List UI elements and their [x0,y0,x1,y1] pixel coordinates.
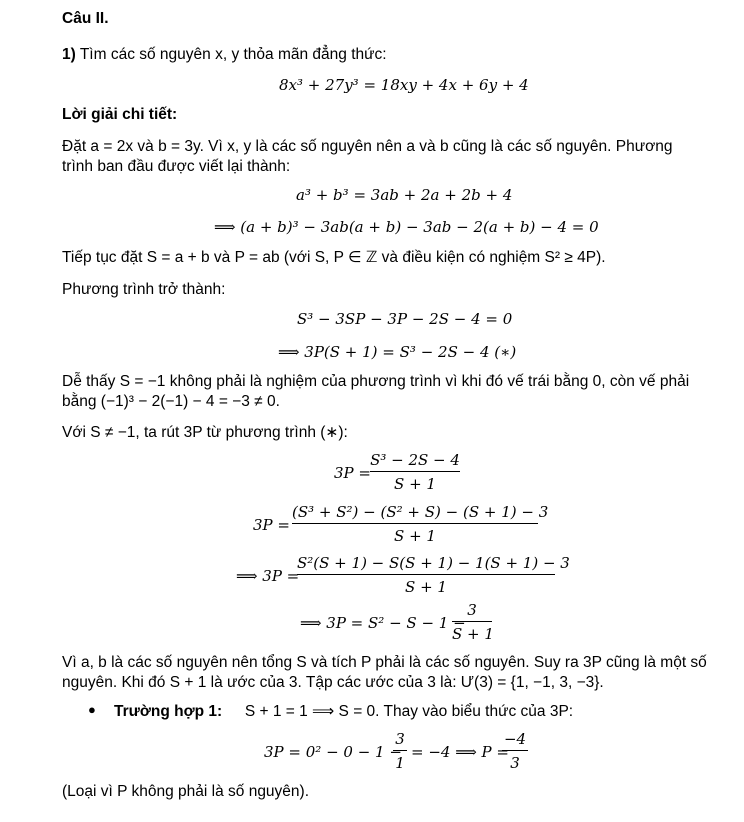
para5: Với S ≠ −1, ta rút 3P từ phương trình (∗): [62,424,348,441]
bullet-icon: ● [88,702,96,717]
frac2-denominator: S + 1 [394,527,436,545]
case1-text: S + 1 = 1 ⟹ S = 0. Thay vào biểu thức của 3P: [244,703,574,720]
frac4-lhs: ⟹ 3P = S² − S − 1 − [300,614,466,632]
equation-a: a³ + b³ = 3ab + 2a + 2b + 4 [296,186,513,204]
equation-d: ⟹ 3P(S + 1) = S³ − 2S − 4 (∗) [278,343,517,361]
frac5-mid: = −4 ⟹ P = [411,743,509,761]
frac4-numerator: 3 [467,601,477,619]
para6-line2: nguyên. Khi đó S + 1 là ước của 3. Tập các ước của 3 là: Ư(3) = {1, −1, 3, −3}. [62,674,604,691]
para4-line1: Dễ thấy S = −1 không phải là nghiệm của phương trình vì khi đó vế trái bằng 0, còn vế phải [62,373,690,390]
case1-row [114,702,573,722]
problem-text: Tìm các số nguyên x, y thỏa mãn đẳng thức: [79,46,387,63]
frac1-numerator: S³ − 2S − 4 [370,451,460,469]
frac5-lhs: 3P = 0² − 0 − 1 − [264,743,402,761]
para3: Phương trình trở thành: [62,281,226,298]
fraction-4 [452,600,492,644]
fraction-3 [297,553,570,597]
case1-label: Trường hợp 1: [114,703,223,720]
frac3-lhs: ⟹ 3P = [236,567,300,585]
solution-title: Lời giải chi tiết: [62,106,178,123]
frac3-denominator: S + 1 [405,578,447,596]
para1-line1: Đặt a = 2x và b = 3y. Vì x, y là các số nguyên nên a và b cũng là các số nguyên. Phương [62,138,673,155]
problem-statement [62,45,387,65]
frac1-bar [370,471,460,472]
fraction-2 [292,502,549,546]
frac5-denominator: 1 [395,754,405,772]
frac1-denominator: S + 1 [394,475,436,493]
frac2-numerator: (S³ + S²) − (S² + S) − (S + 1) − 3 [292,503,549,521]
frac5-numerator: 3 [395,730,405,748]
frac5-denominator-2: 3 [510,754,520,772]
frac5-bar [393,750,407,751]
problem-label: 1) [62,46,76,63]
frac1-lhs: 3P = [334,464,371,482]
problem-equation: 8x³ + 27y³ = 18xy + 4x + 6y + 4 [279,76,529,94]
fraction-5b [502,729,528,773]
frac5-numerator-2: −4 [503,730,527,748]
equation-c: S³ − 3SP − 3P − 2S − 4 = 0 [297,310,513,328]
equation-b: ⟹ (a + b)³ − 3ab(a + b) − 3ab − 2(a + b) − 4 = 0 [214,218,599,236]
para4-line2: bằng (−1)³ − 2(−1) − 4 = −3 ≠ 0. [62,393,280,410]
frac2-bar [292,523,538,524]
para1-line2: trình ban đầu được viết lại thành: [62,158,291,175]
fraction-1 [370,450,460,494]
conclusion: (Loại vì P không phải là số nguyên). [62,783,310,800]
section-heading: Câu II. [62,10,109,27]
frac4-denominator: S + 1 [452,625,494,643]
para6-line1: Vì a, b là các số nguyên nên tổng S và tích P phải là các số nguyên. Suy ra 3P cũng là một số [62,654,707,671]
para2: Tiếp tục đặt S = a + b và P = ab (với S, P ∈ ℤ và điều kiện có nghiệm S² ≥ 4P). [62,249,606,266]
frac4-bar [452,621,492,622]
frac3-bar [297,574,555,575]
frac5-bar-2 [502,750,528,751]
frac3-numerator: S²(S + 1) − S(S + 1) − 1(S + 1) − 3 [297,554,570,572]
frac2-lhs: 3P = [253,516,290,534]
fraction-5a [393,729,407,773]
